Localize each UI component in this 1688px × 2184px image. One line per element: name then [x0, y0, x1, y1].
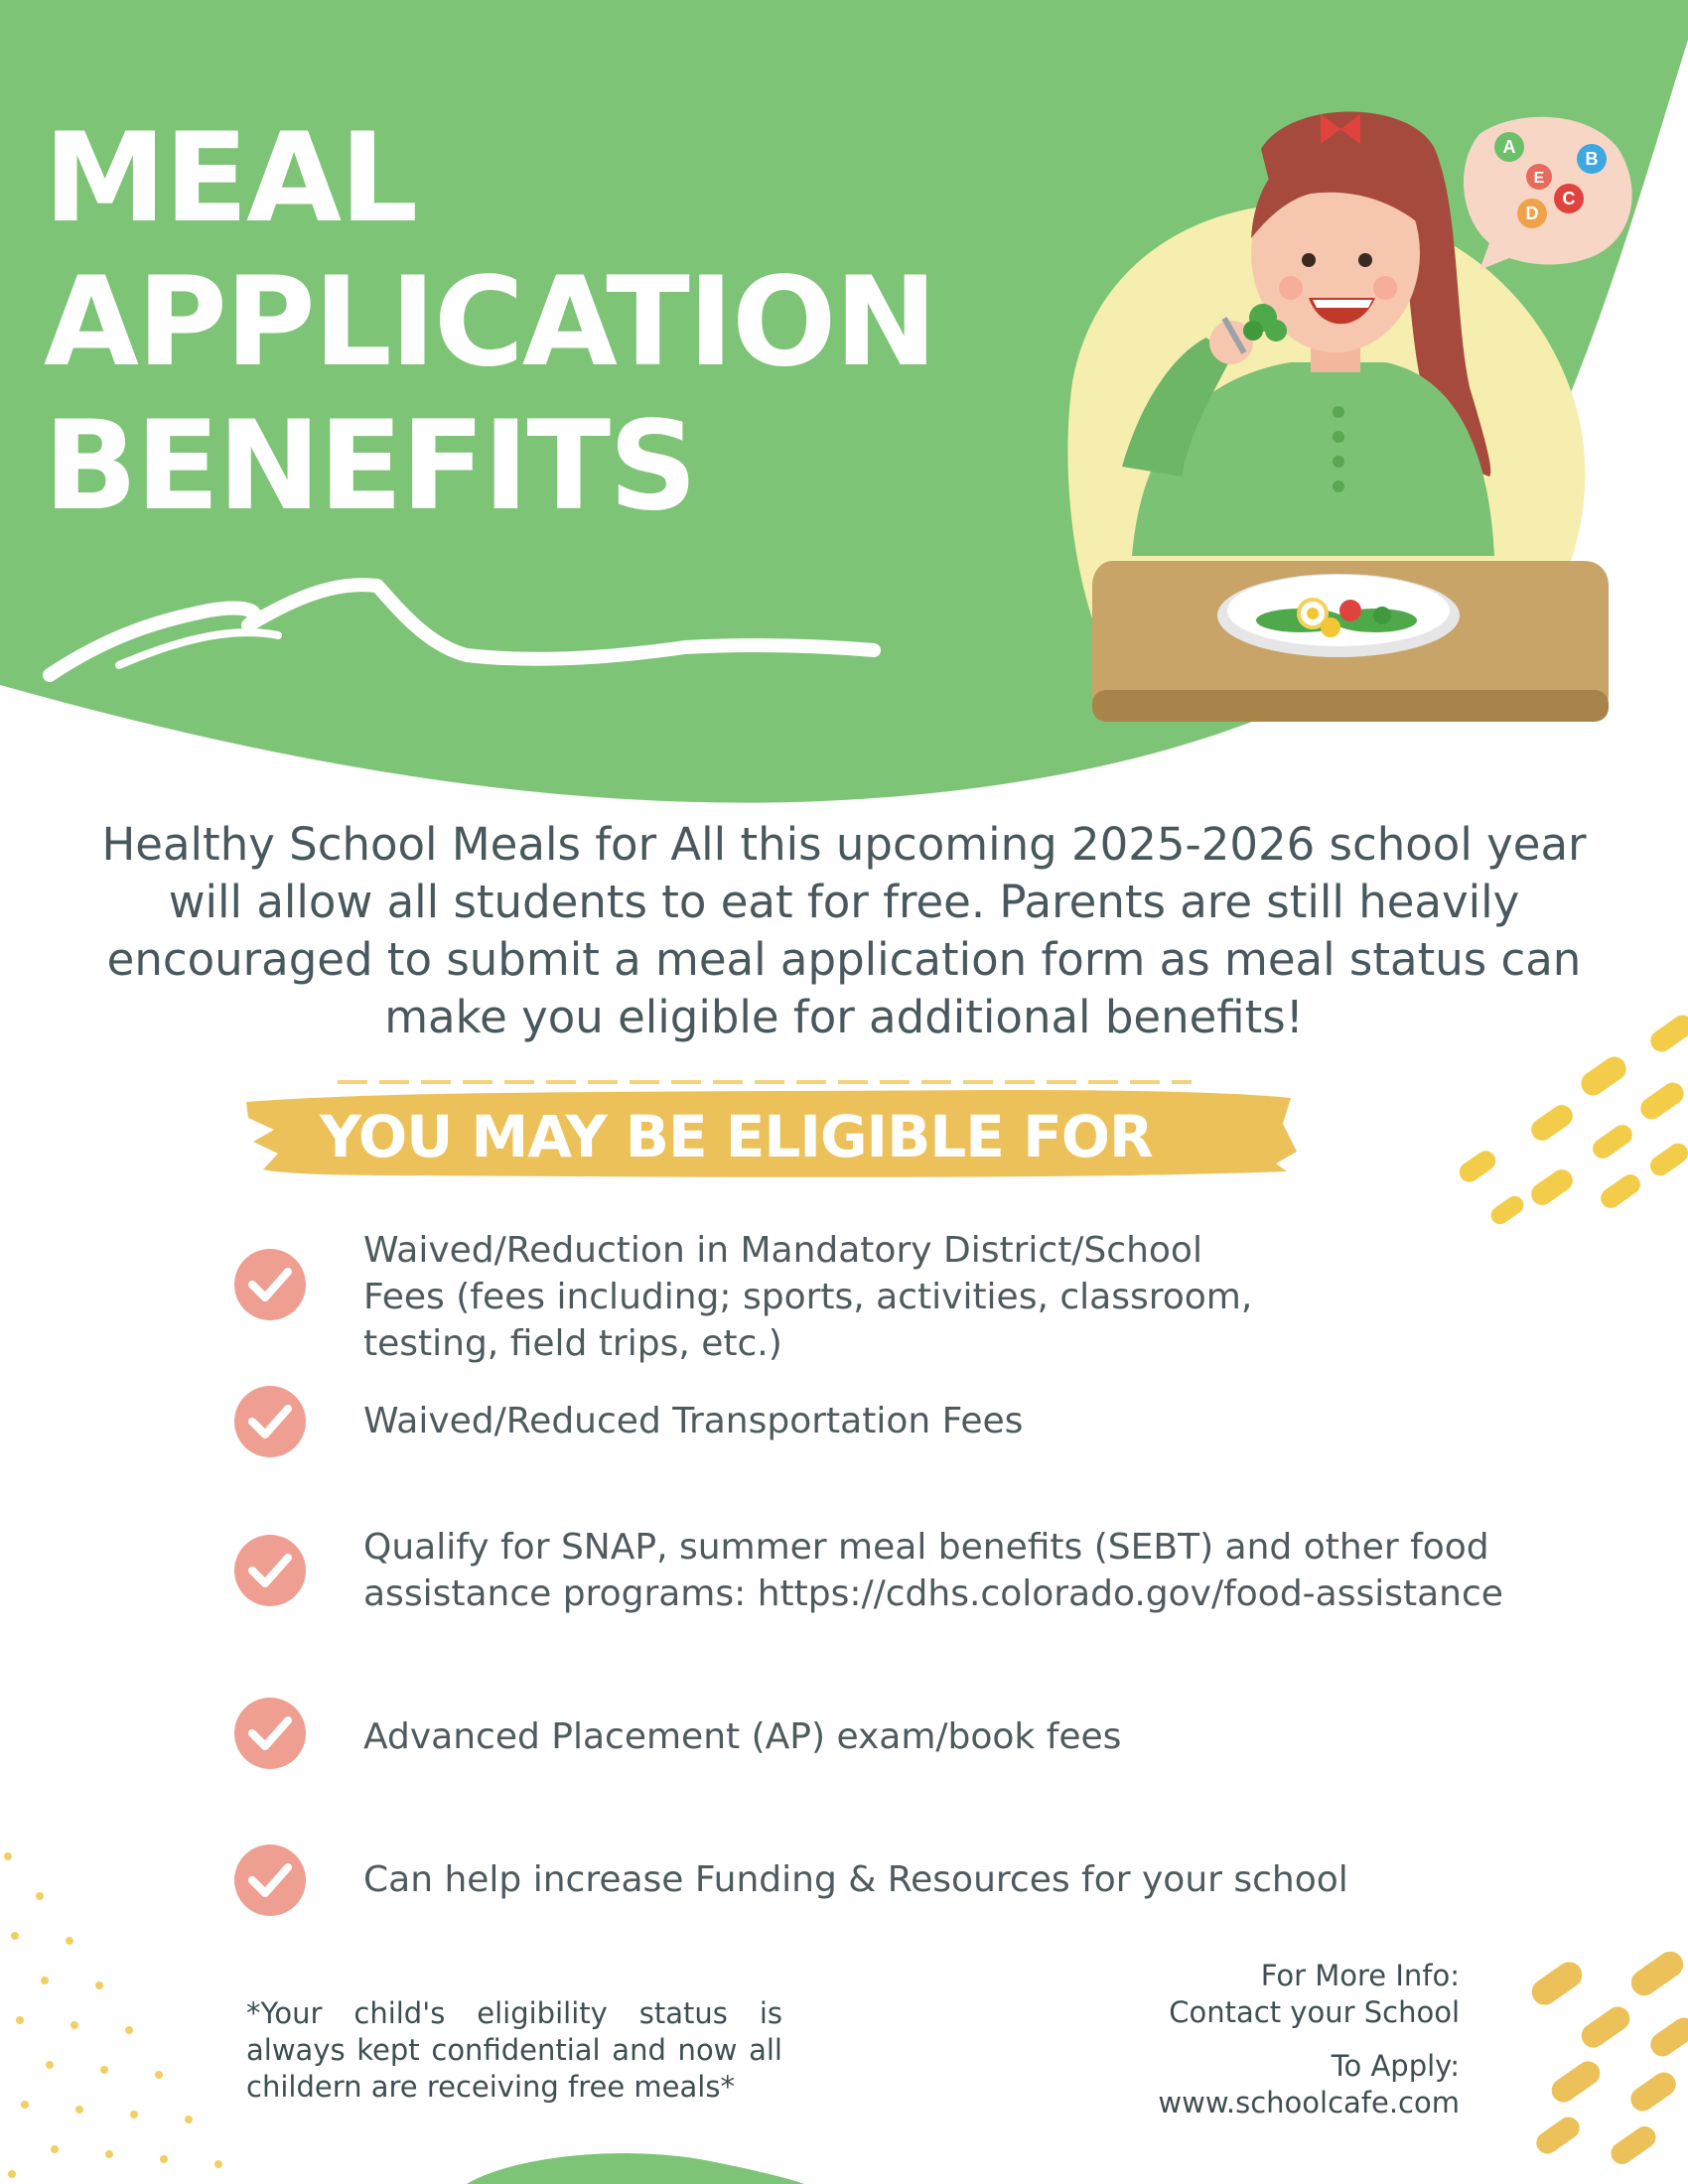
page-title [44, 107, 935, 539]
benefit-item-ap-fees: Advanced Placement (AP) exam/book fees [363, 1716, 1122, 1757]
check-icon [230, 1382, 310, 1461]
intro-paragraph: Healthy School Meals for All this upcoming 2025-2026 school year will allow all students to eat for free. Parents are still heavily encouraged to submit a meal application form as meal status can make you eligible for additional benefits! [101, 818, 1587, 1043]
green-bottom-hill [467, 2153, 804, 2184]
more-info-value: Contact your School [1169, 1995, 1460, 2029]
title-line-3: BENEFITS [44, 395, 696, 538]
benefit-item-funding: Can help increase Funding & Resources for your school [363, 1859, 1348, 1900]
apply-block [1158, 2048, 1460, 2121]
benefit-item-transportation: Waived/Reduced Transportation Fees [363, 1401, 1024, 1441]
more-info-block [1169, 1958, 1460, 2031]
check-icon [230, 1531, 310, 1610]
title-line-2: APPLICATION [44, 251, 936, 394]
vitamin-c: C [1562, 189, 1576, 208]
speech-bubble [1464, 117, 1632, 270]
check-icon [230, 1245, 310, 1324]
apply-link[interactable]: www.schoolcafe.com [1158, 2086, 1460, 2119]
eligibility-banner: YOU MAY BE ELIGIBLE FOR [320, 1103, 1153, 1170]
benefit-item-snap: Qualify for SNAP, summer meal benefits (SEBT) and other food assistance programs: https://cdhs.colorado.gov/food-assistance [363, 1527, 1503, 1614]
vitamin-b: B [1585, 149, 1599, 169]
vitamin-d: D [1525, 204, 1539, 223]
vitamin-a: A [1502, 137, 1516, 157]
benefit-item-fees: Waived/Reduction in Mandatory District/School Fees (fees including; sports, activities, classroom, testing, field trips, etc.) [363, 1230, 1253, 1364]
confidentiality-note: *Your child's eligibility status is always kept confidential and now all childern are receiving free meals* [246, 1996, 782, 2104]
title-line-1: MEAL [44, 107, 417, 250]
yellow-dot-decoration [4, 1852, 222, 2178]
vitamin-e: E [1533, 170, 1545, 187]
check-icon [230, 1694, 310, 1773]
yellow-dash-decoration-bottom [1527, 1947, 1688, 2169]
apply-label: To Apply: [1331, 2049, 1460, 2083]
check-icon [230, 1841, 310, 1920]
more-info-label: For More Info: [1260, 1959, 1460, 1992]
